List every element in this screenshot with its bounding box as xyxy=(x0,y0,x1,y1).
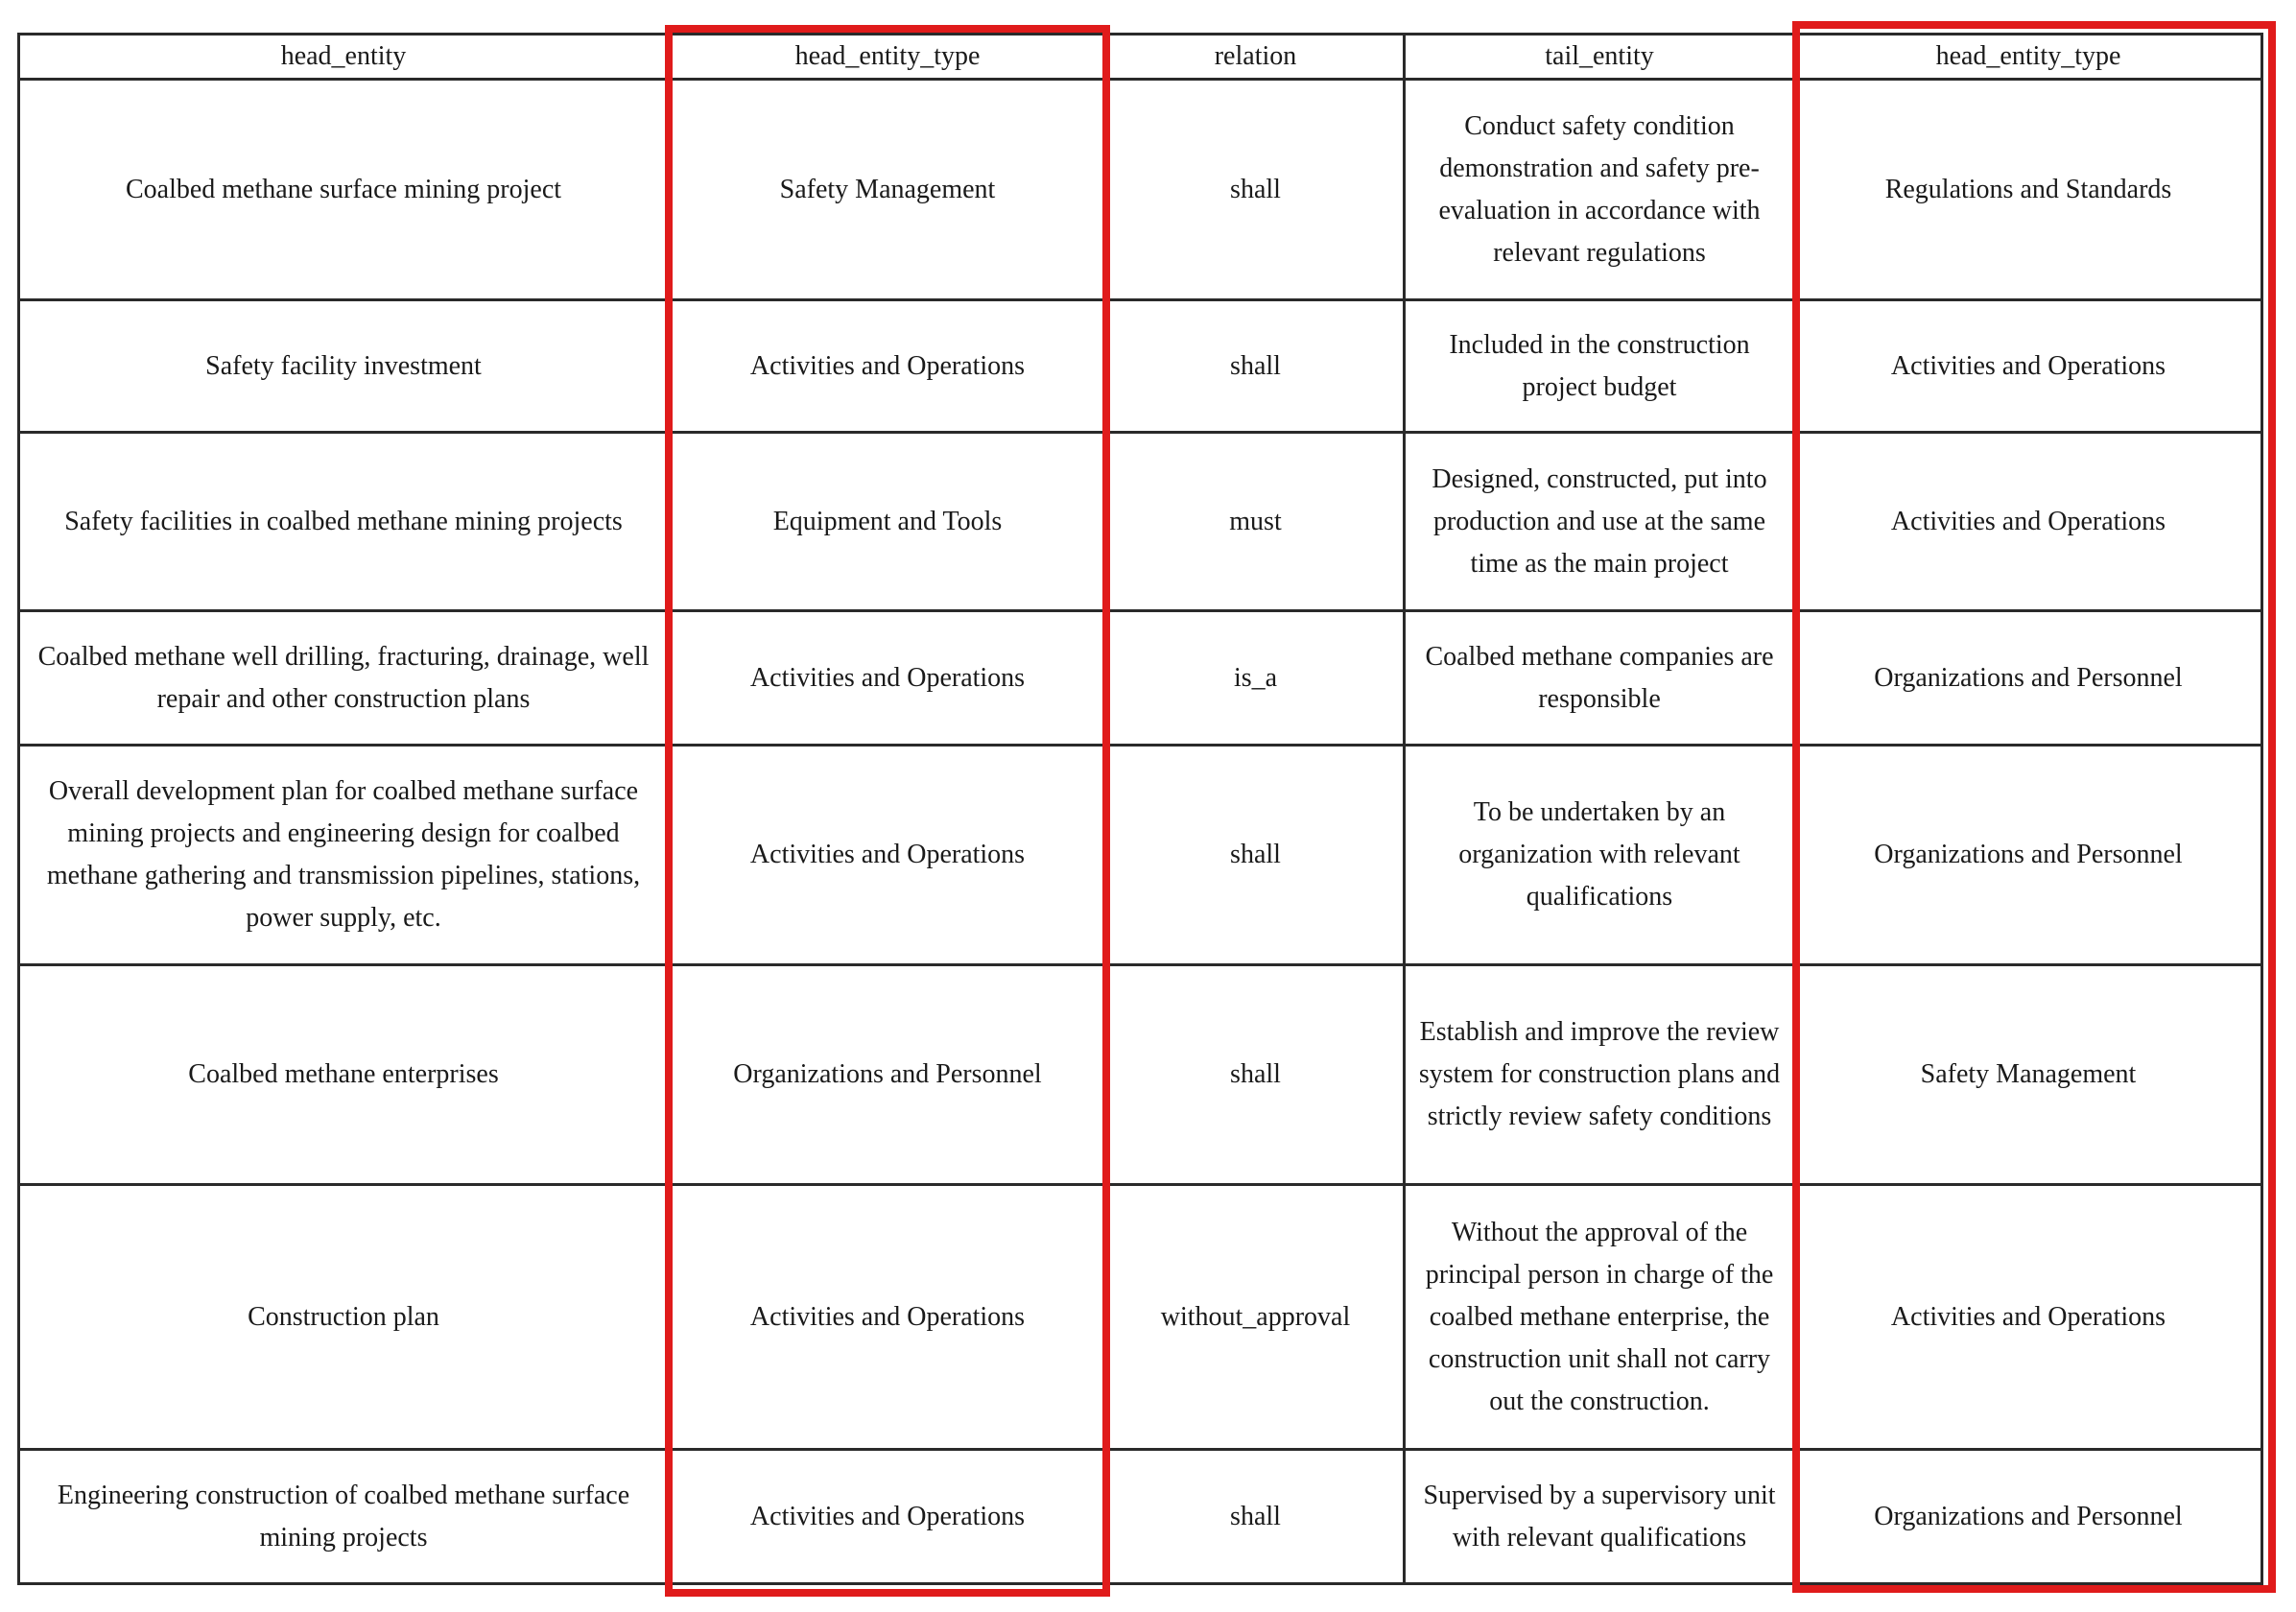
cell-tail-entity: Conduct safety condition demonstration and safety pre-evaluation in accordance with relevant regulations xyxy=(1405,80,1795,300)
cell-head-entity: Coalbed methane well drilling, fracturing, drainage, well repair and other construction plans xyxy=(19,611,669,746)
cell-tail-entity-type: Organizations and Personnel xyxy=(1795,611,2262,746)
cell-head-entity: Coalbed methane surface mining project xyxy=(19,80,669,300)
cell-tail-entity: Included in the construction project budget xyxy=(1405,300,1795,433)
cell-tail-entity: Designed, constructed, put into production and use at the same time as the main project xyxy=(1405,433,1795,611)
header-relation: relation xyxy=(1107,35,1405,80)
cell-head-entity: Engineering construction of coalbed methane surface mining projects xyxy=(19,1450,669,1584)
cell-relation: shall xyxy=(1107,965,1405,1185)
cell-head-entity-type: Activities and Operations xyxy=(669,746,1107,965)
cell-head-entity-type: Activities and Operations xyxy=(669,611,1107,746)
table-row xyxy=(19,965,2262,1185)
cell-head-entity: Coalbed methane enterprises xyxy=(19,965,669,1185)
cell-tail-entity-type: Organizations and Personnel xyxy=(1795,746,2262,965)
cell-head-entity: Safety facility investment xyxy=(19,300,669,433)
cell-tail-entity-type: Activities and Operations xyxy=(1795,1185,2262,1450)
table-row xyxy=(19,80,2262,300)
triple-table xyxy=(17,33,2263,1585)
cell-tail-entity-type: Regulations and Standards xyxy=(1795,80,2262,300)
cell-tail-entity-type: Activities and Operations xyxy=(1795,300,2262,433)
header-tail-entity: tail_entity xyxy=(1405,35,1795,80)
cell-tail-entity-type: Activities and Operations xyxy=(1795,433,2262,611)
cell-tail-entity: Supervised by a supervisory unit with relevant qualifications xyxy=(1405,1450,1795,1584)
cell-head-entity-type: Activities and Operations xyxy=(669,1185,1107,1450)
table-row xyxy=(19,433,2262,611)
table-row xyxy=(19,746,2262,965)
cell-tail-entity-type: Organizations and Personnel xyxy=(1795,1450,2262,1584)
cell-head-entity-type: Equipment and Tools xyxy=(669,433,1107,611)
cell-relation: is_a xyxy=(1107,611,1405,746)
cell-head-entity-type: Safety Management xyxy=(669,80,1107,300)
table-row xyxy=(19,1185,2262,1450)
cell-relation: shall xyxy=(1107,1450,1405,1584)
header-head-entity: head_entity xyxy=(19,35,669,80)
cell-relation: shall xyxy=(1107,80,1405,300)
cell-head-entity-type: Organizations and Personnel xyxy=(669,965,1107,1185)
table-row xyxy=(19,300,2262,433)
cell-head-entity: Overall development plan for coalbed methane surface mining projects and engineering design for coalbed methane gathering and transmission pipelines, stations, power supply, etc. xyxy=(19,746,669,965)
cell-relation: must xyxy=(1107,433,1405,611)
cell-tail-entity-type: Safety Management xyxy=(1795,965,2262,1185)
header-tail-entity-type: head_entity_type xyxy=(1795,35,2262,80)
cell-head-entity: Construction plan xyxy=(19,1185,669,1450)
cell-relation: shall xyxy=(1107,300,1405,433)
table-body xyxy=(19,80,2262,1584)
cell-tail-entity: To be undertaken by an organization with relevant qualifications xyxy=(1405,746,1795,965)
cell-relation: without_approval xyxy=(1107,1185,1405,1450)
cell-tail-entity: Establish and improve the review system for construction plans and strictly review safety conditions xyxy=(1405,965,1795,1185)
cell-head-entity: Safety facilities in coalbed methane mining projects xyxy=(19,433,669,611)
cell-head-entity-type: Activities and Operations xyxy=(669,1450,1107,1584)
table-row xyxy=(19,611,2262,746)
cell-tail-entity: Without the approval of the principal person in charge of the coalbed methane enterprise, the construction unit shall not carry out the construction. xyxy=(1405,1185,1795,1450)
cell-relation: shall xyxy=(1107,746,1405,965)
table-row xyxy=(19,1450,2262,1584)
cell-tail-entity: Coalbed methane companies are responsible xyxy=(1405,611,1795,746)
cell-head-entity-type: Activities and Operations xyxy=(669,300,1107,433)
header-head-entity-type: head_entity_type xyxy=(669,35,1107,80)
header-row xyxy=(19,35,2262,80)
